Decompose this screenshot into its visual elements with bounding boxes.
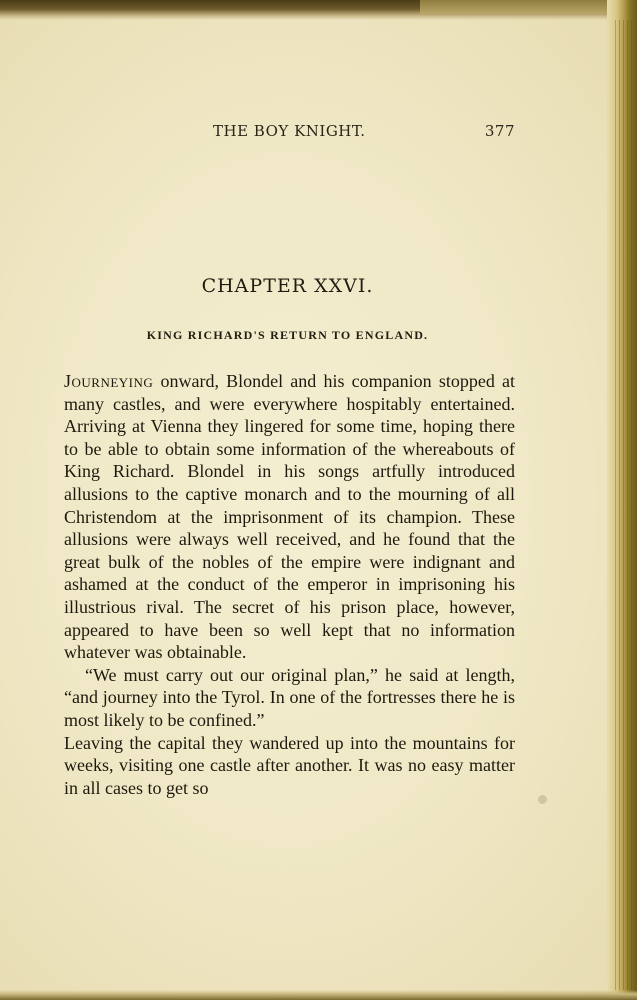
running-head-title: THE BOY KNIGHT. bbox=[213, 122, 366, 140]
page-top-edge-tab bbox=[420, 0, 637, 14]
body-text bbox=[64, 370, 515, 799]
paragraph-1 bbox=[64, 370, 515, 664]
chapter-title: CHAPTER XXVI. bbox=[201, 275, 374, 297]
chapter-subtitle: KING RICHARD'S RETURN TO ENGLAND. bbox=[146, 328, 429, 342]
paragraph-1-text: onward, Blondel and his companion stopped at many castles, and were everywhere hospitably entertained. Arriving at Vienna they lingered for some time, hoping there to be able to obtain some information of the whereabouts of King Richard. Blondel in his songs artfully introduced allusions to the captive monarch and to the mourning of all Christendom at the imprisonment of its champion. These allusions were always well received, and he found that the great bulk of the nobles of the empire were indignant and ashamed at the conduct of the emperor in imprisoning his illustrious rival. The secret of his prison place, however, appeared to have been so well kept that no information whatever was obtainable. bbox=[64, 371, 515, 663]
paragraph-1-lead: Journeying bbox=[64, 371, 154, 391]
page-number: 377 bbox=[484, 122, 515, 140]
paragraph-2: “We must carry out our original plan,” he said at length, “and journey into the Tyrol. In one of the fortresses there he is most likely to be confined.” bbox=[64, 664, 515, 730]
page-bottom-edge bbox=[0, 990, 637, 1000]
paragraph-3: Leaving the capital they wandered up into the mountains for weeks, visiting one castle after another. It was no easy matter in all cases to get so bbox=[64, 732, 515, 798]
paper-speck bbox=[538, 795, 547, 804]
page-right-edge-lines bbox=[615, 20, 633, 990]
